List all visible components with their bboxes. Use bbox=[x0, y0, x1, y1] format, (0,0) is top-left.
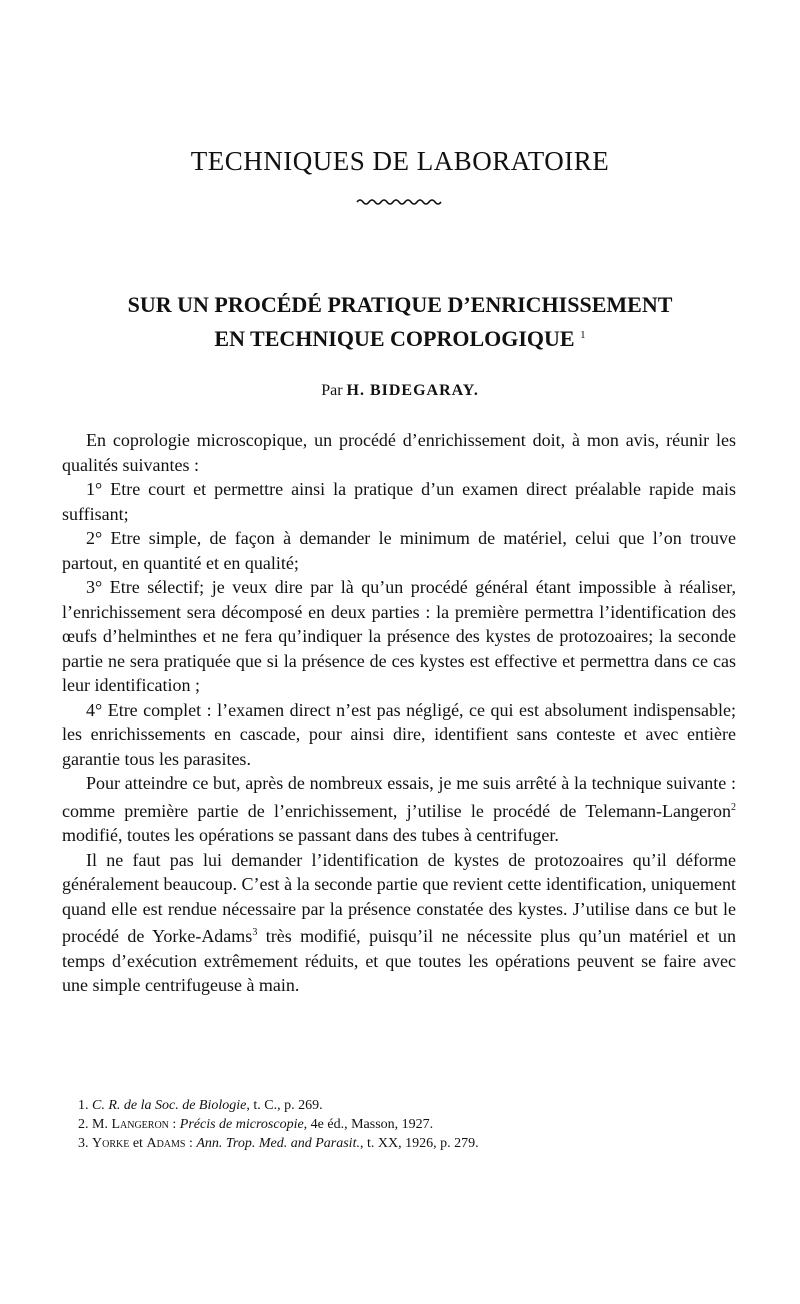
paragraph-intro: En coprologie microscopique, un procédé d’enrichissement doit, à mon avis, réunir les qualités suivantes : bbox=[62, 430, 736, 475]
footnote-1-details: , t. C., p. 269. bbox=[246, 1098, 323, 1113]
footnote-1-number: 1. bbox=[78, 1098, 89, 1113]
paragraph-technique-text-a: Pour atteindre ce but, après de nombreux essais, je me suis arrêté à la technique suivante : comme première partie de l’enrichissement, j’utilise le procédé de Telemann-Langeron bbox=[62, 773, 736, 821]
footnote-2-author: M. Langeron bbox=[92, 1117, 169, 1132]
footnote-2 bbox=[78, 1115, 738, 1134]
article-title bbox=[60, 290, 740, 354]
footnote-3-conjunction: et bbox=[129, 1136, 147, 1151]
wavy-ornament bbox=[355, 196, 445, 208]
footnote-3-number: 3. bbox=[78, 1136, 89, 1151]
footnote-1-journal: C. R. de la Soc. de Biologie bbox=[92, 1098, 247, 1113]
byline bbox=[0, 382, 800, 400]
article-title-line-1: SUR UN PROCÉDÉ PRATIQUE D’ENRICHISSEMENT bbox=[127, 292, 673, 317]
article-title-line-2-text: EN TECHNIQUE COPROLOGIQUE bbox=[214, 326, 575, 351]
footnote-1 bbox=[78, 1096, 738, 1115]
footnote-3-journal: Ann. Trop. Med. and Parasit. bbox=[196, 1136, 360, 1151]
paragraph-identification-adams: Adams bbox=[201, 926, 253, 946]
byline-prefix: Par bbox=[321, 382, 343, 399]
footnote-2-number: 2. bbox=[78, 1117, 89, 1132]
footnote-2-title: Précis de microscopie bbox=[179, 1117, 304, 1132]
paragraph-identification-text-a: Il ne faut pas lui demander l’identification de kystes de protozoaires qu’il déforme généralement beaucoup. C’est à la seconde partie que revient cette identification, uniquement quand elle est rendue nécessaire par la présence constatée des kystes. J’utilise dans ce but le procédé de Yorke- bbox=[62, 849, 736, 946]
footnote-2-separator: : bbox=[168, 1117, 180, 1132]
paragraph-technique-text-b: modifié, toutes les opérations se passant dans des tubes à centrifuger. bbox=[62, 825, 559, 845]
paragraph-criterion-1: 1° Etre court et permettre ainsi la pratique d’un examen direct préalable rapide mais suffisant; bbox=[62, 479, 736, 524]
footnotes bbox=[78, 1096, 738, 1153]
paragraph-identification-text-c: très modifié, puisqu’il ne nécessite plus qu’un matériel et un temps d’exécution extrêmement réduits, et que toutes les opérations peuvent se faire avec une simple centrifugeuse à main. bbox=[62, 926, 736, 995]
article-title-line-2 bbox=[60, 320, 740, 354]
paragraph-technique bbox=[62, 771, 736, 848]
footnote-ref-2[interactable]: 2 bbox=[731, 801, 736, 813]
footnote-3-author-2: Adams bbox=[146, 1136, 186, 1151]
footnote-3-separator: : bbox=[185, 1136, 197, 1151]
paragraph-criterion-3: 3° Etre sélectif; je veux dire par là qu’un procédé général étant impossible à réaliser, l’enrichissement sera décomposé en deux parties : la première permettra l’identification des œufs d’helminthes et ne fera qu’indiquer la présence des kystes de protozoaires; la seconde partie ne sera pratiquée que si la présence de ces kystes est effective et permettra dans ce cas leur identification ; bbox=[62, 577, 736, 695]
paragraph-identification bbox=[62, 848, 736, 998]
article-body bbox=[62, 428, 736, 998]
footnote-3 bbox=[78, 1134, 738, 1153]
footnote-3-details: , t. XX, 1926, p. 279. bbox=[359, 1136, 479, 1151]
footnote-2-details: , 4e éd., Masson, 1927. bbox=[303, 1117, 434, 1132]
author-name: H. BIDEGARAY. bbox=[346, 382, 479, 399]
title-footnote-ref[interactable]: 1 bbox=[580, 329, 586, 341]
paragraph-criterion-2: 2° Etre simple, de façon à demander le minimum de matériel, celui que l’on trouve partout, en quantité et en qualité; bbox=[62, 528, 736, 573]
footnote-ref-3[interactable]: 3 bbox=[252, 927, 258, 938]
footnote-3-author-1: Yorke bbox=[92, 1136, 130, 1151]
paragraph-criterion-4: 4° Etre complet : l’examen direct n’est pas négligé, ce qui est absolument indispensable; les enrichissements en cascade, pour ainsi dire, identifient sans conteste et avec entière garantie tous les parasites. bbox=[62, 699, 736, 769]
section-title: TECHNIQUES DE LABORATOIRE bbox=[190, 146, 610, 176]
